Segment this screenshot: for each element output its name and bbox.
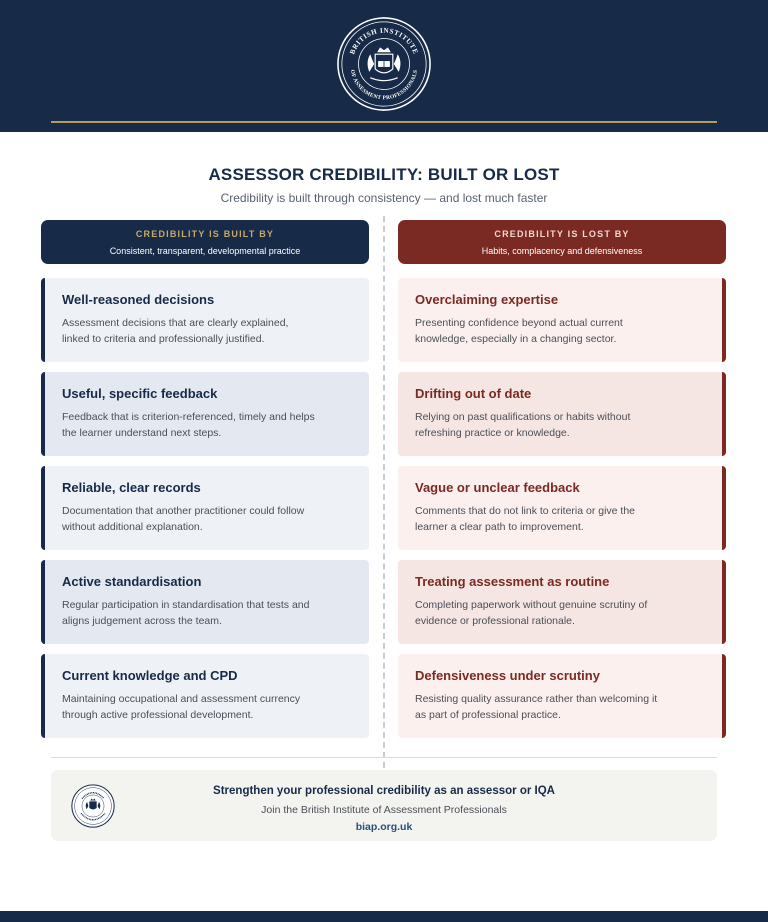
- website-link[interactable]: biap.org.uk: [355, 821, 413, 833]
- card-title: Drifting out of date: [415, 386, 532, 401]
- section-divider: [51, 757, 717, 758]
- card-title: Defensiveness under scrutiny: [415, 668, 600, 683]
- card-description: Maintaining occupational and assessment currency through active professional development.: [62, 693, 301, 721]
- card-description: Completing paperwork without genuine scrutiny of evidence or professional rationale.: [415, 599, 648, 627]
- built-card: [41, 278, 369, 362]
- built-card: [41, 466, 369, 550]
- lost-card: [398, 278, 726, 362]
- lost-card: [398, 560, 726, 644]
- built-kicker: CREDIBILITY IS BUILT BY: [135, 229, 275, 239]
- card-description: Documentation that another practitioner could follow without additional explanation.: [62, 505, 305, 533]
- lost-subheading: Habits, complacency and defensiveness: [481, 246, 643, 256]
- card-title: Reliable, clear records: [62, 480, 201, 495]
- cta-subline: Join the British Institute of Assessment Professionals: [261, 804, 507, 816]
- built-column-header: [41, 220, 369, 264]
- page-subtitle: Credibility is built through consistency — and lost much faster: [220, 191, 548, 205]
- card-description: Resisting quality assurance rather than welcoming it as part of professional practice.: [415, 693, 658, 721]
- built-card: [41, 560, 369, 644]
- header-gold-rule: [51, 121, 717, 123]
- card-title: Useful, specific feedback: [62, 386, 218, 401]
- card-title: Treating assessment as routine: [415, 574, 610, 589]
- card-description: Feedback that is criterion-referenced, timely and helps the learner understand next steps.: [62, 411, 315, 439]
- card-description: Assessment decisions that are clearly explained, linked to criteria and professionally justified.: [62, 317, 289, 345]
- page-title: ASSESSOR CREDIBILITY: BUILT OR LOST: [208, 165, 560, 184]
- svg-text:OF ASSESMENT PROFESSIONALS: OF ASSESMENT PROFESSIONALS: [348, 69, 420, 102]
- institute-seal-logo: [335, 15, 433, 113]
- built-card: [41, 654, 369, 738]
- card-description: Regular participation in standardisation that tests and aligns judgement across the team.: [62, 599, 310, 627]
- lost-kicker: CREDIBILITY IS LOST BY: [494, 229, 630, 239]
- footer-bar: [0, 911, 768, 922]
- built-subheading: Consistent, transparent, developmental practice: [109, 246, 301, 256]
- lost-card: [398, 372, 726, 456]
- lost-card: [398, 466, 726, 550]
- header-banner: [0, 0, 768, 132]
- card-title: Active standardisation: [62, 574, 202, 589]
- built-card: [41, 372, 369, 456]
- lost-card: [398, 654, 726, 738]
- card-description: Relying on past qualifications or habits without refreshing practice or knowledge.: [415, 411, 631, 439]
- column-divider: [383, 216, 385, 768]
- svg-text:BRITISH INSTITUTE: BRITISH INSTITUTE: [348, 26, 420, 56]
- card-title: Overclaiming expertise: [415, 292, 559, 307]
- card-description: Comments that do not link to criteria or give the learner a clear path to improvement.: [415, 505, 636, 533]
- card-title: Current knowledge and CPD: [62, 668, 238, 683]
- lost-column-header: [398, 220, 726, 264]
- card-title: Well-reasoned decisions: [62, 292, 215, 307]
- card-description: Presenting confidence beyond actual current knowledge, especially in a changing sector.: [415, 317, 623, 345]
- card-title: Vague or unclear feedback: [415, 480, 580, 495]
- call-to-action-panel: [51, 770, 717, 841]
- cta-headline: Strengthen your professional credibility as an assessor or IQA: [213, 785, 555, 797]
